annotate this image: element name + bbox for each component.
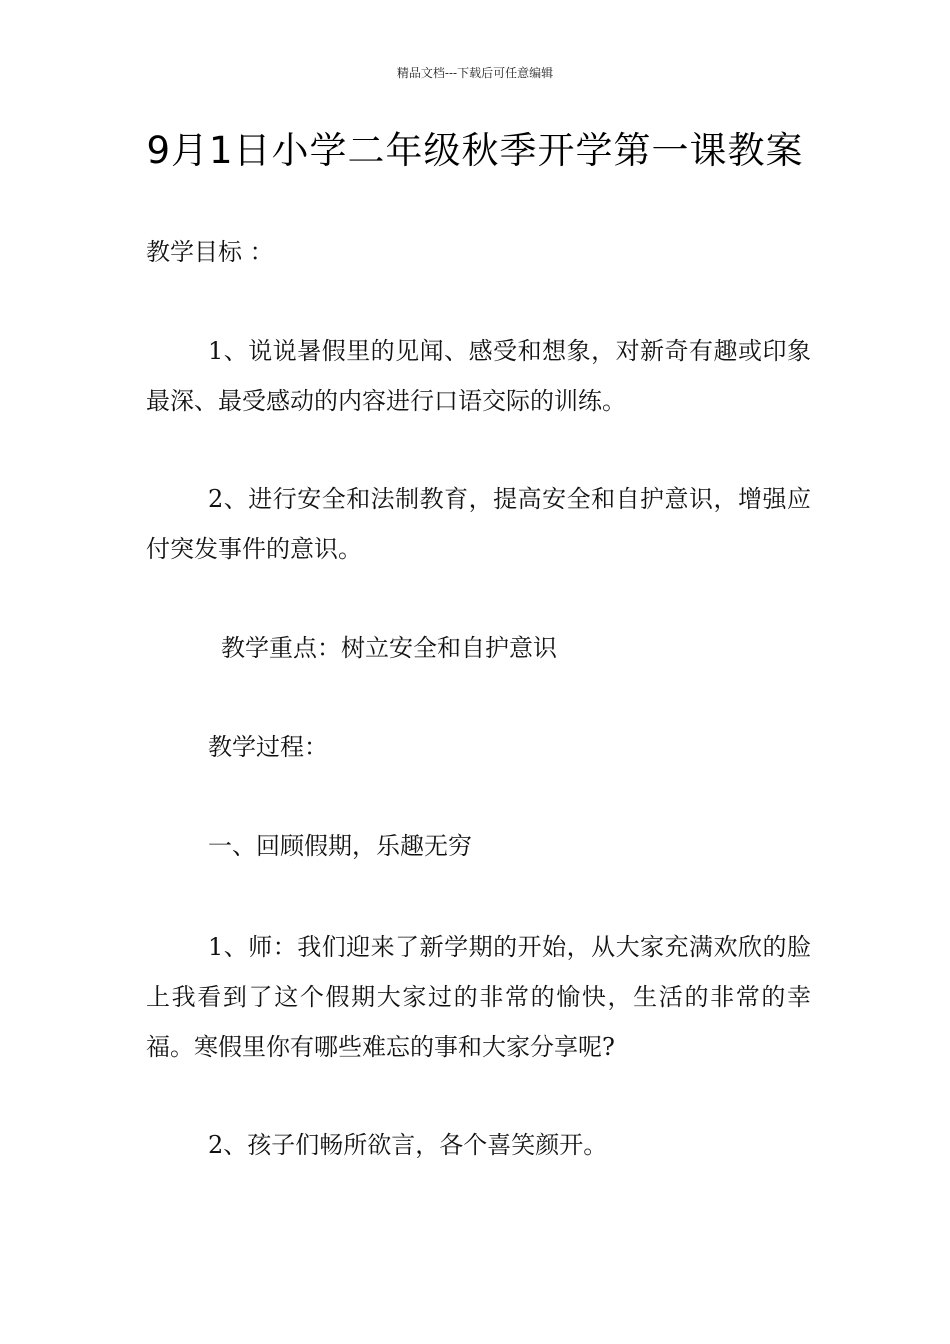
process-heading: 教学过程： (208, 733, 328, 761)
section-1-heading: 一、回顾假期，乐趣无穷 (208, 832, 472, 860)
step-1-paragraph: 1、师：我们迎来了新学期的开始，从大家充满欢欣的脸上我看到了这个假期大家过的非常的愉快，生活的非常的幸福。寒假里你有哪些难忘的事和大家分享呢? (146, 933, 811, 1061)
objective-2-paragraph: 2、进行安全和法制教育，提高安全和自护意识，增强应付突发事件的意识。 (146, 485, 811, 563)
document-title: 9月1日小学二年级秋季开学第一课教案 (146, 129, 804, 172)
page-header: 精品文档---下载后可任意编辑 (396, 66, 554, 80)
objectives-heading: 教学目标 ： (146, 238, 274, 266)
step-2-line: 2、孩子们畅所欲言，各个喜笑颜开。 (208, 1131, 608, 1159)
objective-1-paragraph: 1、说说暑假里的见闻、感受和想象，对新奇有趣或印象最深、最受感动的内容进行口语交际的训练。 (146, 337, 811, 415)
key-point-line: 教学重点：树立安全和自护意识 (221, 634, 557, 662)
